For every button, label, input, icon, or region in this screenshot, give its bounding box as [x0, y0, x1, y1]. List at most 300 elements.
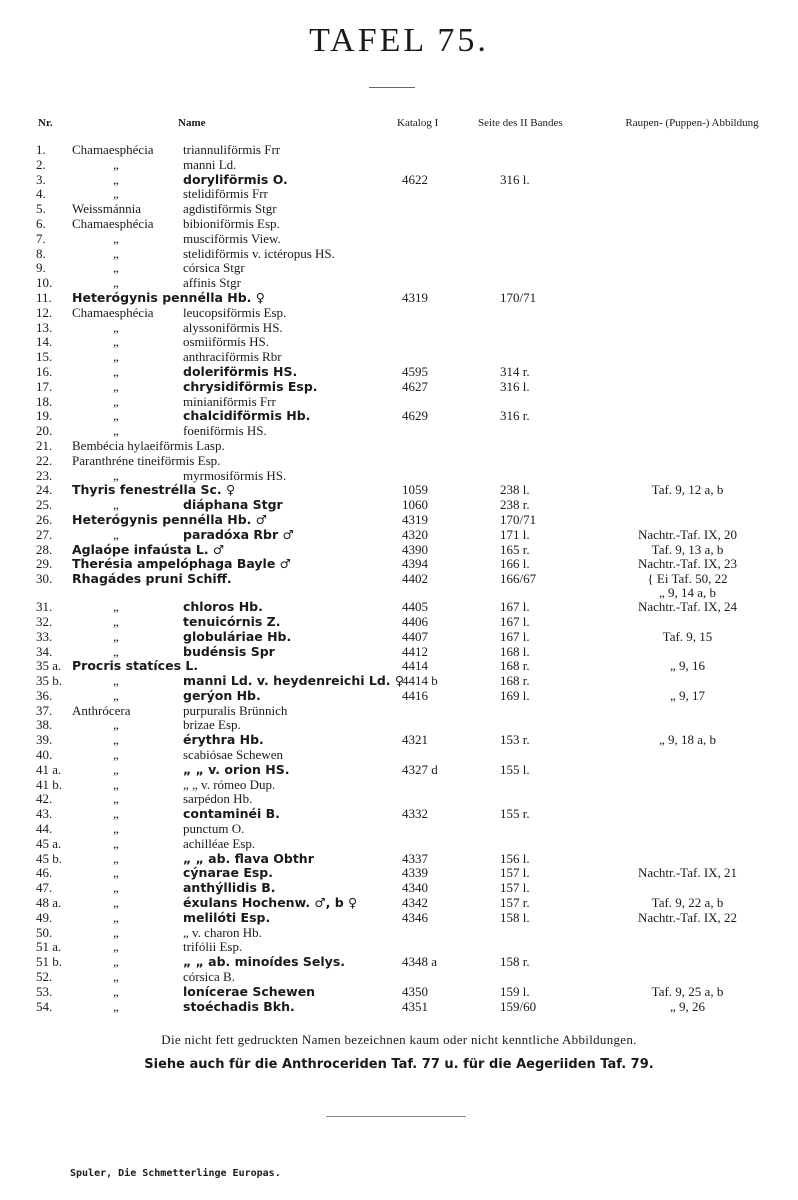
row-ditto-mark: „: [113, 334, 119, 350]
row-katalog: 4622: [402, 171, 428, 187]
row-seite: 169 l.: [500, 687, 530, 703]
table-row: [0, 469, 798, 484]
row-species: „ „ ab. flava Obthr: [183, 850, 314, 866]
row-ditto-mark: „: [113, 230, 119, 246]
row-species: diáphana Stgr: [183, 497, 283, 513]
row-raupen: „ 9, 26: [669, 998, 706, 1014]
row-katalog: 4350: [402, 983, 428, 999]
table-row: [0, 454, 798, 469]
row-ditto-mark: „: [113, 983, 119, 999]
row-species: chalcidiförmis Hb.: [183, 408, 311, 424]
row-katalog: 4327 d: [402, 761, 438, 777]
row-genus: Weissmánnia: [72, 201, 141, 217]
row-katalog: 4342: [402, 895, 428, 911]
table-row: [0, 852, 798, 867]
row-ditto-mark: „: [113, 260, 119, 276]
row-number: 24.: [36, 482, 53, 498]
row-species: musciförmis View.: [183, 230, 281, 246]
row-seite: 153 r.: [500, 732, 530, 748]
row-number: 50.: [36, 924, 53, 940]
row-katalog: 4412: [402, 643, 428, 659]
header-name: Name: [178, 117, 206, 129]
row-species: gerýon Hb.: [183, 687, 261, 703]
row-species: affinis Stgr: [183, 275, 241, 291]
row-seite: 170/71: [500, 289, 537, 305]
row-number: 27.: [36, 526, 53, 542]
row-genus: Heterógynis pennélla Hb. ♂: [72, 511, 267, 527]
table-row: [0, 158, 798, 173]
row-number: 37.: [36, 702, 53, 718]
row-seite: 155 l.: [500, 761, 530, 777]
table-row: [0, 217, 798, 232]
row-species: stoéchadis Bkh.: [183, 998, 295, 1014]
row-species: chrysidiförmis Esp.: [183, 378, 318, 394]
table-row: [0, 1000, 798, 1015]
row-number: 26.: [36, 511, 53, 527]
row-ditto-mark: „: [113, 245, 119, 261]
row-species: stelidiförmis Frr: [183, 186, 268, 202]
table-row: [0, 615, 798, 630]
row-raupen: Nachtr.-Taf. IX, 21: [637, 865, 738, 881]
row-number: 35 a.: [36, 658, 62, 674]
row-species: scabiósae Schewen: [183, 747, 283, 763]
table-row: [0, 837, 798, 852]
row-ditto-mark: „: [113, 998, 119, 1014]
row-katalog: 4416: [402, 687, 428, 703]
table-row: [0, 143, 798, 158]
row-species: punctum O.: [183, 821, 245, 837]
row-raupen: Nachtr.-Taf. IX, 22: [637, 909, 738, 925]
table-row: [0, 247, 798, 262]
row-number: 39.: [36, 732, 53, 748]
row-ditto-mark: „: [113, 408, 119, 424]
row-katalog: 4407: [402, 628, 428, 644]
row-seite: 238 l.: [500, 482, 530, 498]
row-seite: 167 l.: [500, 599, 530, 615]
row-ditto-mark: „: [113, 613, 119, 629]
row-number: 41 a.: [36, 761, 62, 777]
footer-note: Die nicht fett gedruckten Namen bezeichnen kaum oder nicht kenntliche Abbildungen.: [161, 1032, 637, 1047]
plate-table: [0, 143, 798, 1014]
row-species: bibioniförmis Esp.: [183, 215, 280, 231]
row-number: 49.: [36, 909, 53, 925]
row-ditto-mark: „: [113, 909, 119, 925]
row-raupen: Nachtr.-Taf. IX, 24: [637, 599, 738, 615]
row-number: 45 a.: [36, 835, 62, 851]
row-number: 19.: [36, 408, 53, 424]
table-row: [0, 572, 798, 600]
row-species: foeniförmis HS.: [183, 423, 267, 439]
row-ditto-mark: „: [113, 791, 119, 807]
table-row: [0, 498, 798, 513]
row-seite: 158 l.: [500, 909, 530, 925]
table-row: [0, 718, 798, 733]
row-genus: Heterógynis pennélla Hb. ♀: [72, 289, 265, 305]
row-species: córsica B.: [183, 969, 235, 985]
table-row: [0, 395, 798, 410]
row-species: contaminéi B.: [183, 806, 280, 822]
row-seite: 316 l.: [500, 378, 530, 394]
row-seite: 155 r.: [500, 806, 530, 822]
row-ditto-mark: „: [113, 171, 119, 187]
row-genus: Therésia ampelóphaga Bayle ♂: [72, 556, 291, 572]
table-row: [0, 276, 798, 291]
row-species: lonícerae Schewen: [183, 983, 316, 999]
table-row: [0, 439, 798, 454]
table-row: [0, 630, 798, 645]
table-row: [0, 202, 798, 217]
row-species: purpuralis Brünnich: [183, 702, 288, 718]
row-number: 9.: [36, 260, 46, 276]
table-row: [0, 970, 798, 985]
row-raupen: { Ei Taf. 50, 22 „ 9, 14 a, b: [647, 571, 728, 601]
row-ditto-mark: „: [113, 628, 119, 644]
row-number: 22.: [36, 452, 53, 468]
row-seite: 166 l.: [500, 556, 530, 572]
row-number: 25.: [36, 497, 53, 513]
row-number: 36.: [36, 687, 53, 703]
row-genus: Thyris fenestrélla Sc. ♀: [72, 482, 236, 498]
page-title: TAFEL 75.: [309, 22, 489, 59]
row-genus: Chamaesphécia: [72, 215, 154, 231]
row-seite: 316 l.: [500, 171, 530, 187]
row-number: 45 b.: [36, 850, 62, 866]
table-row: [0, 866, 798, 881]
row-ditto-mark: „: [113, 954, 119, 970]
table-row: [0, 689, 798, 704]
table-row: [0, 483, 798, 498]
table-row: [0, 557, 798, 572]
row-ditto-mark: „: [113, 776, 119, 792]
row-number: 35 b.: [36, 673, 62, 689]
row-raupen: „ 9, 17: [669, 687, 706, 703]
table-row: [0, 881, 798, 896]
row-species: leucopsiförmis Esp.: [183, 304, 287, 320]
row-number: 44.: [36, 821, 53, 837]
row-ditto-mark: „: [113, 526, 119, 542]
row-genus: Bembécia hylaeiförmis Lasp.: [72, 437, 225, 453]
row-number: 31.: [36, 599, 53, 615]
row-number: 43.: [36, 806, 53, 822]
bottom-divider: [326, 1116, 466, 1117]
table-row: [0, 748, 798, 763]
row-seite: 167 l.: [500, 628, 530, 644]
table-row: [0, 321, 798, 336]
row-species: éxulans Hochenw. ♂, b ♀: [183, 895, 358, 911]
row-seite: 156 l.: [500, 850, 530, 866]
row-number: 42.: [36, 791, 53, 807]
row-number: 15.: [36, 349, 53, 365]
row-katalog: 4340: [402, 880, 428, 896]
row-seite: 171 l.: [500, 526, 530, 542]
row-katalog: 4351: [402, 998, 428, 1014]
row-seite: 157 r.: [500, 895, 530, 911]
row-genus: Procris statíces L.: [72, 658, 199, 674]
footer-see-also: Siehe auch für die Anthroceriden Taf. 77 u. für die Aegeriiden Taf. 79.: [144, 1057, 654, 1072]
table-row: [0, 543, 798, 558]
row-katalog: 4348 a: [402, 954, 438, 970]
row-number: 5.: [36, 201, 46, 217]
row-ditto-mark: „: [113, 156, 119, 172]
row-ditto-mark: „: [113, 319, 119, 335]
row-number: 7.: [36, 230, 46, 246]
title-divider: [369, 87, 415, 88]
row-number: 8.: [36, 245, 46, 261]
row-seite: 157 l.: [500, 865, 530, 881]
row-number: 14.: [36, 334, 53, 350]
row-genus: Chamaesphécia: [72, 142, 154, 157]
row-seite: 168 l.: [500, 643, 530, 659]
table-row: [0, 896, 798, 911]
row-ditto-mark: „: [113, 393, 119, 409]
imprint: Spuler, Die Schmetterlinge Europas.: [70, 1168, 281, 1179]
row-katalog: 4405: [402, 599, 428, 615]
row-number: 54.: [36, 998, 53, 1014]
row-katalog: 4414 b: [402, 673, 438, 689]
row-seite: 157 l.: [500, 880, 530, 896]
row-ditto-mark: „: [113, 275, 119, 291]
row-species: „ „ v. rómeo Dup.: [183, 776, 276, 792]
row-raupen: Taf. 9, 22 a, b: [651, 895, 724, 911]
row-species: anthýllidis B.: [183, 880, 276, 896]
row-katalog: 4332: [402, 806, 428, 822]
row-species: doryliförmis O.: [183, 171, 288, 187]
row-katalog: 4414: [402, 658, 428, 674]
row-species: cýnarae Esp.: [183, 865, 273, 881]
row-seite: 158 r.: [500, 954, 530, 970]
row-species: globuláriae Hb.: [183, 628, 292, 644]
row-number: 38.: [36, 717, 53, 733]
header-nr: Nr.: [38, 117, 53, 129]
row-number: 51 b.: [36, 954, 62, 970]
row-number: 21.: [36, 437, 53, 453]
row-species: „ „ ab. minoídes Selys.: [183, 954, 346, 970]
row-ditto-mark: „: [113, 717, 119, 733]
row-ditto-mark: „: [113, 924, 119, 940]
row-species: doleriförmis HS.: [183, 363, 298, 379]
row-katalog: 4627: [402, 378, 428, 394]
row-seite: 170/71: [500, 511, 537, 527]
row-number: 52.: [36, 969, 53, 985]
row-ditto-mark: „: [113, 186, 119, 202]
row-katalog: 4321: [402, 732, 428, 748]
row-species: minianiförmis Frr: [183, 393, 276, 409]
row-raupen: Nachtr.-Taf. IX, 20: [637, 526, 738, 542]
table-row: [0, 659, 798, 674]
row-genus: Rhagádes pruni Schiff.: [72, 571, 232, 587]
table-row: [0, 232, 798, 247]
row-number: 12.: [36, 304, 53, 320]
row-number: 40.: [36, 747, 53, 763]
row-number: 53.: [36, 983, 53, 999]
row-species: manni Ld.: [183, 156, 237, 172]
header-raupen: Raupen- (Puppen-) Abbildung: [625, 117, 759, 129]
row-seite: 316 r.: [500, 408, 530, 424]
row-species: sarpédon Hb.: [183, 791, 253, 807]
row-genus: Chamaesphécia: [72, 304, 154, 320]
row-seite: 166/67: [500, 571, 537, 587]
table-row: [0, 763, 798, 778]
row-raupen: „ 9, 18 a, b: [658, 732, 717, 748]
row-number: 34.: [36, 643, 53, 659]
row-ditto-mark: „: [113, 599, 119, 615]
row-number: 3.: [36, 171, 46, 187]
row-species: manni Ld. v. heydenreichi Ld. ♀: [183, 673, 405, 689]
table-row: [0, 380, 798, 395]
row-seite: 159/60: [500, 998, 537, 1014]
table-row: [0, 822, 798, 837]
table-row: [0, 792, 798, 807]
row-species: trifólii Esp.: [183, 939, 243, 955]
table-row: [0, 173, 798, 188]
row-number: 28.: [36, 541, 53, 557]
row-species: chloros Hb.: [183, 599, 263, 615]
row-genus: Paranthréne tineiförmis Esp.: [72, 452, 221, 468]
table-row: [0, 733, 798, 748]
row-number: 30.: [36, 571, 53, 587]
row-ditto-mark: „: [113, 895, 119, 911]
table-row: [0, 335, 798, 350]
row-species: brizae Esp.: [183, 717, 241, 733]
row-ditto-mark: „: [113, 880, 119, 896]
row-katalog: 1060: [402, 497, 428, 513]
row-species: osmiiförmis HS.: [183, 334, 269, 350]
row-seite: 314 r.: [500, 363, 530, 379]
table-row: [0, 955, 798, 970]
table-row: [0, 911, 798, 926]
row-ditto-mark: „: [113, 673, 119, 689]
row-number: 10.: [36, 275, 53, 291]
row-katalog: 4337: [402, 850, 428, 866]
row-species: melilóti Esp.: [183, 909, 271, 925]
table-row: [0, 350, 798, 365]
row-katalog: 4402: [402, 571, 428, 587]
row-katalog: 4339: [402, 865, 428, 881]
row-number: 41 b.: [36, 776, 62, 792]
row-number: 46.: [36, 865, 53, 881]
row-species: triannuliförmis Frr: [183, 142, 281, 157]
row-raupen: Taf. 9, 12 a, b: [651, 482, 724, 498]
table-row: [0, 424, 798, 439]
table-row: [0, 409, 798, 424]
row-katalog: 4319: [402, 511, 428, 527]
row-number: 29.: [36, 556, 53, 572]
row-species: anthraciförmis Rbr: [183, 349, 282, 365]
row-number: 18.: [36, 393, 53, 409]
row-number: 1.: [36, 142, 46, 157]
row-katalog: 4390: [402, 541, 428, 557]
row-seite: 168 r.: [500, 673, 530, 689]
row-number: 2.: [36, 156, 46, 172]
row-raupen: Taf. 9, 15: [662, 628, 713, 644]
row-number: 4.: [36, 186, 46, 202]
header-katalog: Katalog I: [397, 117, 439, 129]
table-row: [0, 807, 798, 822]
table-row: [0, 674, 798, 689]
row-katalog: 4394: [402, 556, 428, 572]
row-number: 48 a.: [36, 895, 62, 911]
row-species: tenuicórnis Z.: [183, 613, 281, 629]
row-species: córsica Stgr: [183, 260, 245, 276]
row-number: 47.: [36, 880, 53, 896]
row-ditto-mark: „: [113, 732, 119, 748]
row-katalog: 4346: [402, 909, 428, 925]
row-ditto-mark: „: [113, 835, 119, 851]
table-row: [0, 187, 798, 202]
row-katalog: 4595: [402, 363, 428, 379]
table-row: [0, 778, 798, 793]
table-row: [0, 291, 798, 306]
row-seite: 159 l.: [500, 983, 530, 999]
row-katalog: 4406: [402, 613, 428, 629]
row-ditto-mark: „: [113, 806, 119, 822]
row-species: agdistiförmis Stgr: [183, 201, 277, 217]
row-species: budénsis Spr: [183, 643, 275, 659]
row-katalog: 4319: [402, 289, 428, 305]
row-species: myrmosiförmis HS.: [183, 467, 287, 483]
table-row: [0, 704, 798, 719]
row-number: 32.: [36, 613, 53, 629]
row-katalog: 4320: [402, 526, 428, 542]
row-number: 17.: [36, 378, 53, 394]
row-raupen: Taf. 9, 13 a, b: [651, 541, 724, 557]
row-raupen: „ 9, 16: [669, 658, 706, 674]
table-row: [0, 528, 798, 543]
row-genus: Anthrócera: [72, 702, 131, 718]
row-katalog: 1059: [402, 482, 428, 498]
row-seite: 167 l.: [500, 613, 530, 629]
row-ditto-mark: „: [113, 969, 119, 985]
row-seite: 168 r.: [500, 658, 530, 674]
row-species: érythra Hb.: [183, 732, 264, 748]
row-number: 6.: [36, 215, 46, 231]
row-number: 16.: [36, 363, 53, 379]
row-number: 11.: [36, 289, 52, 305]
table-row: [0, 926, 798, 941]
row-genus: Aglaópe infaústa L. ♂: [72, 541, 225, 557]
row-ditto-mark: „: [113, 865, 119, 881]
row-species: stelidiförmis v. ictéropus HS.: [183, 245, 335, 261]
row-ditto-mark: „: [113, 643, 119, 659]
row-ditto-mark: „: [113, 349, 119, 365]
row-number: 51 a.: [36, 939, 62, 955]
row-species: achilléae Esp.: [183, 835, 256, 851]
table-row: [0, 306, 798, 321]
row-seite: 238 r.: [500, 497, 530, 513]
row-species: alyssoniförmis HS.: [183, 319, 283, 335]
row-ditto-mark: „: [113, 821, 119, 837]
table-row: [0, 985, 798, 1000]
row-number: 33.: [36, 628, 53, 644]
row-ditto-mark: „: [113, 850, 119, 866]
row-ditto-mark: „: [113, 497, 119, 513]
row-ditto-mark: „: [113, 687, 119, 703]
row-katalog: 4629: [402, 408, 428, 424]
row-species: paradóxa Rbr ♂: [183, 526, 294, 542]
table-row: [0, 261, 798, 276]
row-ditto-mark: „: [113, 363, 119, 379]
row-ditto-mark: „: [113, 939, 119, 955]
table-row: [0, 645, 798, 660]
table-row: [0, 513, 798, 528]
row-number: 20.: [36, 423, 53, 439]
row-raupen: Nachtr.-Taf. IX, 23: [637, 556, 738, 572]
row-ditto-mark: „: [113, 747, 119, 763]
row-species: „ v. charon Hb.: [183, 924, 262, 940]
table-row: [0, 600, 798, 615]
row-raupen: Taf. 9, 25 a, b: [651, 983, 724, 999]
row-seite: 165 r.: [500, 541, 530, 557]
